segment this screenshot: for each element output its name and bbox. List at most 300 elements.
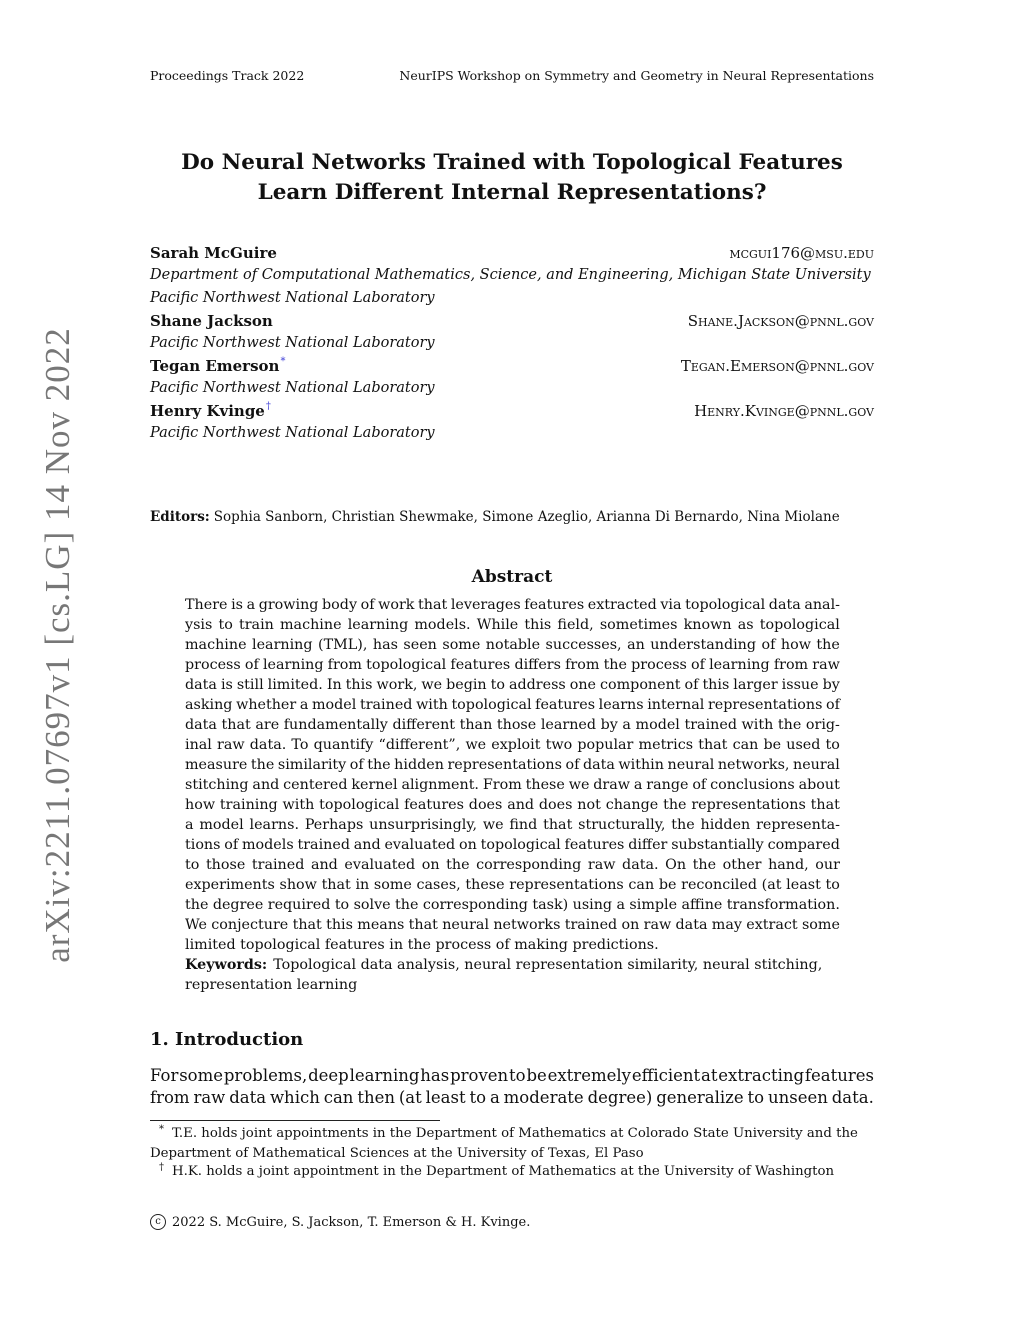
word: not: [577, 797, 601, 813]
word: some: [373, 877, 412, 893]
footnote-mark-link[interactable]: *: [280, 356, 286, 367]
word: how: [185, 797, 216, 813]
author-email: Tegan.Emerson@pnnl.gov: [680, 357, 874, 375]
word: of: [826, 697, 840, 713]
word: process: [631, 657, 687, 673]
word: field,: [557, 617, 594, 633]
word: and: [507, 797, 535, 813]
word: is: [220, 677, 233, 693]
word: machine: [280, 617, 342, 633]
author-affiliation: Pacific Northwest National Laboratory: [150, 380, 435, 396]
word: does: [468, 797, 503, 813]
word: we: [421, 677, 443, 693]
word: (at: [761, 877, 782, 893]
word: solve: [353, 897, 391, 913]
word: to: [469, 1088, 487, 1107]
abstract-heading: Abstract: [471, 567, 553, 587]
word: representations: [447, 757, 562, 773]
word: networks,: [717, 757, 790, 773]
word: known: [683, 617, 732, 633]
word: extracted: [587, 597, 657, 613]
word: moderate: [503, 1088, 584, 1107]
abstract-line: [185, 635, 840, 655]
word: We: [185, 917, 207, 933]
abstract-line: [185, 715, 840, 735]
word: models: [241, 837, 294, 853]
word: features: [404, 797, 464, 813]
word: used: [786, 737, 821, 753]
word: has: [420, 1066, 450, 1085]
word: to: [490, 677, 505, 693]
word: a: [633, 777, 643, 793]
copyright-icon: c: [150, 1214, 166, 1230]
word: of: [684, 677, 699, 693]
word: raw: [812, 657, 840, 673]
word: of: [349, 757, 364, 773]
word: be: [658, 877, 677, 893]
word: hidden: [700, 817, 751, 833]
body-line: [150, 1087, 874, 1109]
abstract-line: [185, 655, 840, 675]
word: internal: [647, 697, 705, 713]
abstract-line: [185, 815, 840, 835]
word: to: [825, 737, 840, 753]
word: data: [185, 677, 217, 693]
word: a: [622, 717, 631, 733]
word: by: [822, 677, 840, 693]
word: on: [458, 837, 477, 853]
word: begin: [446, 677, 487, 693]
word: that: [543, 817, 573, 833]
author-name: Sarah McGuire: [150, 244, 277, 262]
word: representa-: [756, 817, 840, 833]
word: data: [675, 917, 708, 933]
word: this: [524, 617, 552, 633]
word: hand,: [768, 857, 809, 873]
author-row: [150, 242, 874, 264]
word: raw: [587, 857, 616, 873]
word: cases,: [416, 877, 461, 893]
word: be: [526, 1066, 547, 1085]
word: this: [702, 677, 730, 693]
word: alignment.: [401, 777, 479, 793]
word: learns: [598, 697, 644, 713]
author-row: [150, 355, 874, 377]
author-affiliation: Department of Computational Mathematics, Science, and Engineering, Michigan State University: [150, 267, 871, 283]
word: from: [327, 657, 362, 673]
word: least: [786, 877, 821, 893]
footnote-symbol: †: [159, 1162, 164, 1173]
word: learned: [540, 717, 597, 733]
abstract-line: [185, 595, 840, 615]
word: ysis: [185, 617, 213, 633]
keywords-label: Keywords:: [185, 957, 268, 973]
word: learning: [262, 657, 324, 673]
word: trained: [359, 697, 413, 713]
word: topological: [319, 797, 400, 813]
editors-names: Sophia Sanborn, Christian Shewmake, Simone Azeglio, Arianna Di Bernardo, Nina Miolane: [213, 509, 840, 525]
word: issue: [781, 677, 819, 693]
word: on: [421, 857, 440, 873]
footnote-text: T.E. holds joint appointments in the Department of Mathematics at Colorado State University and the: [172, 1126, 858, 1141]
word: required: [267, 897, 331, 913]
word: be: [763, 737, 782, 753]
word: to: [218, 617, 233, 633]
word: evaluated: [384, 837, 456, 853]
word: on: [621, 917, 640, 933]
word: other: [722, 857, 762, 873]
word: model: [635, 717, 680, 733]
word: data: [185, 717, 217, 733]
copyright-line: [150, 1214, 530, 1230]
word: this: [345, 677, 373, 693]
word: to: [747, 1088, 765, 1107]
word: than: [459, 717, 493, 733]
word: and: [252, 777, 280, 793]
word: data.: [831, 1088, 874, 1107]
word: to: [825, 877, 840, 893]
word: can: [323, 1088, 354, 1107]
author-block: [150, 242, 874, 445]
author-email: Henry.Kvinge@pnnl.gov: [694, 402, 874, 420]
word: those: [496, 717, 537, 733]
word: hidden: [394, 757, 444, 773]
author-name: Henry Kvinge: [150, 402, 265, 420]
word: train: [238, 617, 274, 633]
word: whether: [236, 697, 297, 713]
word: the: [603, 657, 627, 673]
copyright-text: 2022 S. McGuire, S. Jackson, T. Emerson & H. Kvinge.: [172, 1214, 531, 1230]
word: model: [199, 817, 244, 833]
word: affine: [681, 897, 723, 913]
abstract-line: [185, 755, 840, 775]
word: To: [291, 737, 309, 753]
word: For: [150, 1066, 179, 1085]
word: one: [569, 677, 597, 693]
word: then: [357, 1088, 395, 1107]
footnote: [150, 1163, 874, 1183]
word: trained: [297, 837, 350, 853]
author-email: Shane.Jackson@pnnl.gov: [687, 312, 874, 330]
word: “different”,: [378, 737, 461, 753]
word: we: [568, 777, 590, 793]
word: of: [244, 657, 259, 673]
word: learning: [347, 617, 409, 633]
word: neural: [667, 757, 715, 773]
word: simple: [629, 897, 678, 913]
word: about: [798, 777, 840, 793]
word: degree): [587, 1088, 653, 1107]
arxiv-identifier-stamp: arXiv:2211.07697v1 [cs.LG] 14 Nov 2022: [38, 327, 77, 963]
author-email: mcgui176@msu.edu: [729, 244, 874, 262]
word: of: [224, 837, 239, 853]
word: does: [538, 797, 573, 813]
word: to: [334, 897, 350, 913]
word: range: [646, 777, 689, 793]
author-row: [150, 310, 874, 332]
word: corresponding: [422, 897, 528, 913]
word: an: [627, 637, 645, 653]
word: models.: [414, 617, 471, 633]
word: trained: [564, 917, 618, 933]
word: those: [205, 857, 246, 873]
word: conjecture: [211, 917, 289, 933]
word: using: [572, 897, 613, 913]
word: two: [545, 737, 573, 753]
word: There: [185, 597, 228, 613]
word: networks: [493, 917, 561, 933]
word: as: [737, 617, 754, 633]
word: a: [246, 597, 256, 613]
abstract-line: [185, 675, 840, 695]
word: popular: [577, 737, 634, 753]
word: deep: [308, 1066, 349, 1085]
word: representations: [691, 797, 806, 813]
word: draw: [593, 777, 631, 793]
word: inal: [185, 737, 212, 753]
word: data: [229, 1088, 267, 1107]
word: the: [367, 757, 391, 773]
word: model: [311, 697, 357, 713]
word: growing: [258, 597, 319, 613]
word: to: [185, 857, 200, 873]
word: learning: [349, 1066, 420, 1085]
word: which: [269, 1088, 320, 1107]
word: structurally,: [578, 817, 666, 833]
word: conclusions: [710, 777, 795, 793]
word: On: [665, 857, 687, 873]
abstract-line: [185, 855, 840, 875]
word: neural: [793, 757, 840, 773]
abstract-body: [185, 595, 840, 995]
word: with: [416, 697, 448, 713]
word: extremely: [547, 1066, 631, 1085]
word: and: [353, 837, 381, 853]
author-affiliation: Pacific Northwest National Laboratory: [150, 335, 435, 351]
word: find: [509, 817, 538, 833]
word: representations: [707, 697, 823, 713]
word: From: [482, 777, 522, 793]
word: raw: [193, 1088, 226, 1107]
word: similarity: [277, 757, 347, 773]
body-line: [150, 1065, 874, 1087]
abstract-line: limited topological features in the process of making predictions.: [185, 937, 659, 953]
word: and: [310, 857, 338, 873]
word: centered: [283, 777, 348, 793]
word: to: [509, 1066, 526, 1085]
word: address: [508, 677, 566, 693]
word: topological: [451, 697, 532, 713]
abstract-line: [185, 915, 840, 935]
word: raw: [217, 737, 245, 753]
word: the: [816, 637, 840, 653]
word: topological: [480, 837, 561, 853]
word: the: [250, 757, 275, 773]
word: transformation.: [726, 897, 840, 913]
word: that: [418, 597, 448, 613]
word: (at: [398, 1088, 422, 1107]
word: at: [700, 1066, 718, 1085]
word: data.: [622, 857, 659, 873]
word: While: [476, 617, 519, 633]
word: understanding: [650, 637, 757, 653]
keywords-line: [185, 955, 840, 975]
abstract-line: [185, 875, 840, 895]
word: learns.: [249, 817, 299, 833]
word: tions: [185, 837, 221, 853]
word: differs: [514, 657, 561, 673]
word: problems,: [223, 1066, 308, 1085]
word: the: [185, 897, 209, 913]
word: sometimes: [599, 617, 678, 633]
word: body: [322, 597, 358, 613]
word: evaluated: [344, 857, 416, 873]
word: kernel: [351, 777, 398, 793]
word: metrics: [638, 737, 694, 753]
word: by: [600, 717, 618, 733]
word: topological: [759, 617, 840, 633]
word: generalize: [656, 1088, 744, 1107]
paper-title-line-2: Learn Different Internal Representations?: [257, 180, 767, 205]
word: proven: [450, 1066, 509, 1085]
abstract-line: [185, 695, 840, 715]
word: this: [326, 917, 353, 933]
word: these: [465, 877, 505, 893]
abstract-line: [185, 895, 840, 915]
footnote-text: H.K. holds a joint appointment in the Department of Mathematics at the University of Washington: [172, 1164, 835, 1179]
word: via: [660, 597, 682, 613]
word: features: [804, 1066, 874, 1085]
abstract-line: [185, 835, 840, 855]
abstract-line: [185, 775, 840, 795]
word: that: [698, 737, 728, 753]
word: experiments: [185, 877, 275, 893]
word: component: [600, 677, 681, 693]
word: has: [372, 637, 398, 653]
word: machine: [185, 637, 247, 653]
footnote-symbol: *: [159, 1124, 164, 1135]
word: trained: [684, 717, 737, 733]
word: learning: [709, 657, 770, 673]
word: in: [355, 877, 370, 893]
footnote-continuation: Department of Mathematical Sciences at the University of Texas, El Paso: [150, 1145, 644, 1161]
word: limited.: [267, 677, 323, 693]
section-body: [150, 1065, 874, 1109]
word: the: [692, 857, 717, 873]
word: trained: [251, 857, 305, 873]
word: from: [150, 1088, 190, 1107]
abstract-line: [185, 795, 840, 815]
word: features: [524, 597, 585, 613]
word: least: [425, 1088, 466, 1107]
word: topological: [366, 657, 447, 673]
word: extract: [746, 917, 798, 933]
word: is: [231, 597, 243, 613]
word: data: [582, 757, 615, 773]
word: representations: [509, 877, 624, 893]
word: fundamentally: [283, 717, 388, 733]
author-row: [150, 400, 874, 422]
word: from: [773, 657, 809, 673]
footnote: [150, 1125, 874, 1145]
word: within: [618, 757, 664, 773]
word: we: [465, 737, 487, 753]
word: from: [565, 657, 600, 673]
word: still: [236, 677, 264, 693]
word: features: [564, 837, 625, 853]
running-header-left: Proceedings Track 2022: [150, 68, 305, 83]
word: In: [326, 677, 342, 693]
word: we: [482, 817, 504, 833]
word: notable: [485, 637, 541, 653]
word: how: [780, 637, 811, 653]
footnote-mark-link[interactable]: †: [265, 401, 271, 412]
word: measure: [185, 757, 248, 773]
word: data.: [249, 737, 287, 753]
word: some: [179, 1066, 224, 1085]
word: asking: [185, 697, 233, 713]
word: unsurprisingly,: [369, 817, 478, 833]
word: features: [535, 697, 596, 713]
paper-title: [150, 148, 874, 208]
word: that: [292, 917, 322, 933]
word: efficient: [631, 1066, 701, 1085]
word: a: [299, 697, 309, 713]
word: raw: [643, 917, 672, 933]
word: a: [616, 897, 626, 913]
word: can: [732, 737, 759, 753]
word: may: [711, 917, 742, 933]
word: our: [815, 857, 840, 873]
word: some: [801, 917, 840, 933]
word: are: [255, 717, 280, 733]
word: features: [450, 657, 511, 673]
word: learning: [252, 637, 313, 653]
word: corresponding: [476, 857, 582, 873]
keywords-continuation: representation learning: [185, 977, 358, 993]
word: anal-: [804, 597, 840, 613]
abstract-line: [185, 615, 840, 635]
section-title: 1. Introduction: [150, 1029, 304, 1050]
word: data: [768, 597, 801, 613]
word: degree: [212, 897, 264, 913]
word: substantially: [671, 837, 764, 853]
word: larger: [733, 677, 778, 693]
word: (TML),: [318, 637, 368, 653]
word: orig-: [805, 717, 840, 733]
word: leverages: [450, 597, 521, 613]
word: successes,: [545, 637, 622, 653]
word: work: [378, 597, 415, 613]
footnote-rule: [150, 1120, 440, 1121]
word: unseen: [767, 1088, 828, 1107]
word: neural: [442, 917, 490, 933]
word: the: [671, 817, 695, 833]
keywords-text: Topological data analysis, neural representation similarity, neural stitching,: [273, 957, 823, 973]
word: task): [532, 897, 569, 913]
word: a: [489, 1088, 500, 1107]
word: exploit: [491, 737, 541, 753]
running-header-right: NeurIPS Workshop on Symmetry and Geometry in Neural Representations: [399, 68, 874, 83]
word: of: [761, 637, 776, 653]
editors-line: [150, 509, 874, 525]
word: different: [392, 717, 456, 733]
word: training: [219, 797, 278, 813]
word: that: [321, 877, 351, 893]
paper-title-line-1: Do Neural Networks Trained with Topological Features: [181, 150, 843, 175]
word: of: [692, 777, 707, 793]
word: of: [360, 597, 375, 613]
